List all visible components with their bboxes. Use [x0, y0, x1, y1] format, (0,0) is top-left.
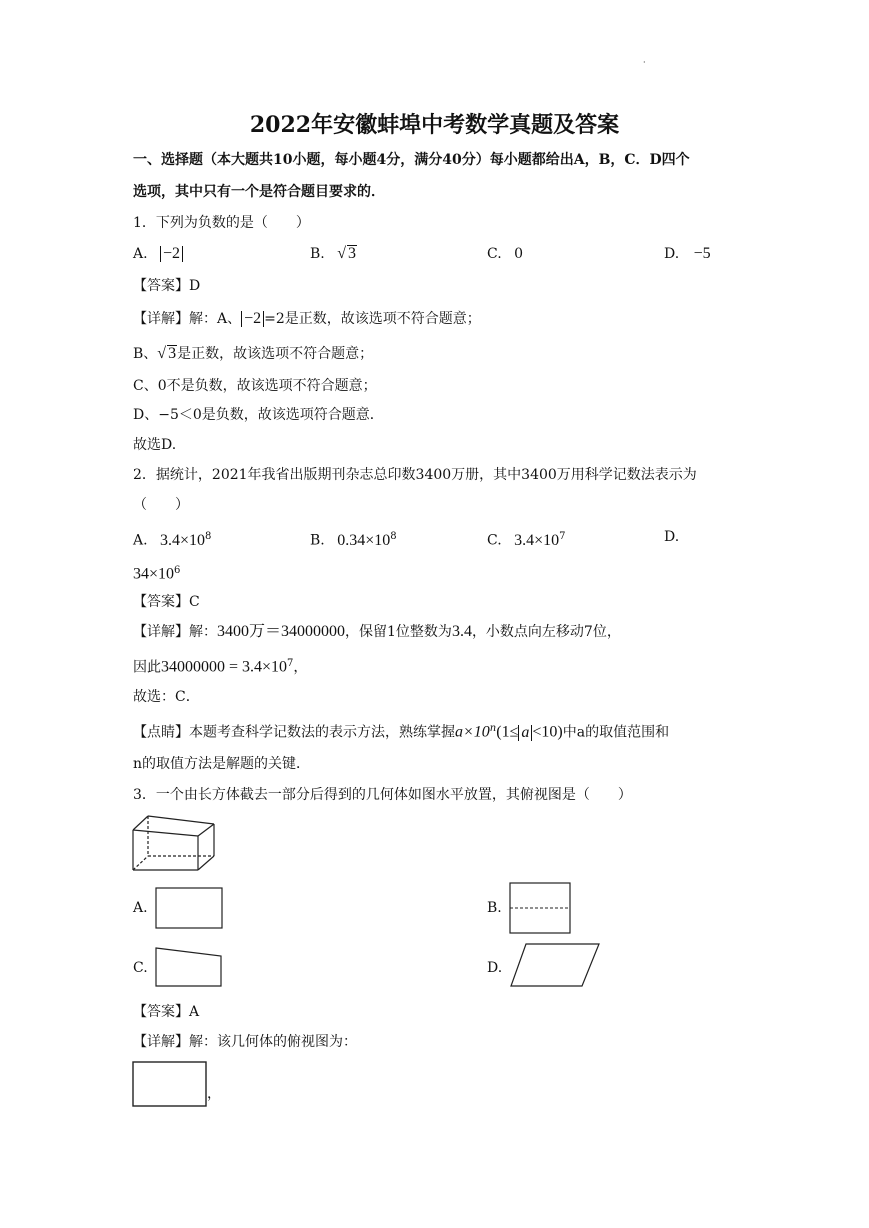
q3-detail-end: ， [207, 1086, 221, 1102]
q1-option-a-value: −2 [160, 246, 183, 262]
q2-comment-math2: (1≤ [496, 723, 519, 741]
q2-option-d-value: 34×10 [133, 565, 175, 583]
q3-option-b-figure [509, 882, 571, 934]
q2-therefore-end: ， [293, 659, 308, 676]
q1-option-c-label: C. [487, 246, 502, 262]
q2-comment-exp: n [489, 723, 497, 734]
q2-detail-math1: 3400万＝34000000 [217, 623, 346, 640]
q2-therefore-prefix: 因此 [133, 659, 161, 676]
q2-detail-mid: ，保留1位整数为 [345, 624, 452, 640]
q1-line-b-suffix: 是正数，故该选项不符合题意； [177, 346, 374, 362]
q3-option-c-figure [154, 946, 224, 988]
q3-detail: 【详解】解：该几何体的俯视图为： [133, 1034, 357, 1050]
q1-line-b-root: 3 [168, 345, 177, 362]
q1-line-b: B、√ 3是正数，故该选项不符合题意； [133, 345, 374, 362]
q2-therefore-math: 34000000 = 3.4×10 [161, 658, 288, 676]
q2-option-c-value: 3.4×10 [514, 531, 560, 549]
q1-detail-abs: −2 [241, 311, 264, 327]
q2-option-d [664, 528, 679, 546]
q1-choice: 故选D. [133, 437, 177, 453]
q3-option-d-figure [509, 942, 601, 988]
q1-line-b-prefix: B、 [133, 346, 158, 362]
q2-option-c [487, 528, 566, 550]
q2-option-b-exp: 8 [390, 531, 397, 542]
q2-option-c-label: C. [487, 532, 502, 549]
q2-comment-abs: a [518, 725, 532, 741]
q1-line-c: C、0不是负数，故该选项不符合题意； [133, 378, 377, 394]
q1-option-d-label: D. [664, 246, 680, 262]
q2-therefore [133, 655, 307, 677]
q2-option-d-label: D. [664, 529, 680, 545]
q2-detail-prefix: 【详解】解： [133, 624, 217, 640]
q3-option-a-figure [155, 887, 223, 929]
q2-option-d-value-line [133, 562, 180, 584]
q2-option-a-exp: 8 [205, 531, 212, 542]
q1-line-d: D、−5＜0是负数，故该选项符合题意． [133, 407, 384, 423]
q3-top-view-figure [132, 1061, 208, 1109]
q2-stem-line2: （ ） [133, 497, 189, 513]
q2-option-a-value: 3.4×10 [160, 531, 206, 549]
q2-detail-end: ，小数点向左移动7位， [471, 624, 621, 640]
q1-option-b-radicand: 3 [347, 245, 356, 262]
page-title: 2022年安徽蚌埠中考数学真题及答案 [249, 112, 620, 138]
q1-detail [133, 310, 481, 328]
q1-detail-prefix: 【详解】解：A、 [133, 311, 242, 327]
q3-stem: 3．一个由长方体截去一部分后得到的几何体如图水平放置，其俯视图是（ ） [133, 787, 632, 803]
q2-choice: 故选：C． [133, 689, 200, 705]
q2-comment-math3: <10) [532, 723, 563, 741]
q2-comment [133, 720, 669, 742]
q3-option-d-label: D. [487, 960, 503, 976]
q1-option-c-value: 0 [514, 246, 524, 262]
q3-option-b-label: B. [487, 900, 502, 916]
q1-option-d [664, 245, 711, 263]
q2-option-b [310, 528, 397, 550]
section-header-line2: 选项，其中只有一个是符合题目要求的． [133, 184, 385, 200]
q2-therefore-exp: 7 [287, 658, 294, 669]
section-header-line1: 一、选择题（本大题共10小题，每小题4分，满分40分）每小题都给出A，B，C．D四个 [133, 152, 690, 168]
q1-stem: 1．下列为负数的是（ ） [133, 215, 310, 231]
q1-option-a [133, 245, 183, 263]
q1-option-b [310, 245, 357, 263]
q3-option-c-label: C. [133, 960, 148, 976]
page-dot: · [643, 58, 646, 67]
q2-detail [133, 623, 621, 641]
q1-option-d-value: −5 [693, 245, 711, 262]
q3-option-a-label: A. [133, 900, 148, 916]
q3-answer: 【答案】A [133, 1004, 200, 1020]
q2-comment-suffix: 中a的取值范围和 [562, 724, 670, 741]
q2-comment-prefix: 【点睛】本题考查科学记数法的表示方法，熟练掌握 [133, 724, 455, 741]
q2-option-d-exp: 6 [174, 565, 181, 576]
q1-detail-suffix: =2是正数，故该选项不符合题意； [264, 311, 481, 327]
q2-answer: 【答案】C [133, 594, 200, 610]
q1-option-b-value: √ 3 [337, 245, 356, 262]
q1-answer: 【答案】D [133, 278, 201, 294]
q2-comment-math: a×10 [455, 723, 490, 741]
q1-option-c [487, 245, 523, 263]
q2-detail-math2: 3.4 [451, 623, 472, 640]
q3-solid-figure [130, 812, 220, 874]
q2-stem-line1: 2．据统计，2021年我省出版期刊杂志总印数3400万册，其中3400万用科学记数法表示为 [133, 467, 697, 483]
q2-option-b-label: B. [310, 532, 325, 549]
q2-option-c-exp: 7 [559, 531, 566, 542]
q2-option-b-value: 0.34×10 [337, 531, 391, 549]
q2-comment-line2: n的取值方法是解题的关键． [133, 756, 311, 772]
q1-option-b-label: B. [310, 246, 325, 262]
q1-option-a-label: A. [133, 246, 148, 262]
q2-option-a-label: A. [133, 532, 148, 549]
q2-option-a [133, 528, 211, 550]
